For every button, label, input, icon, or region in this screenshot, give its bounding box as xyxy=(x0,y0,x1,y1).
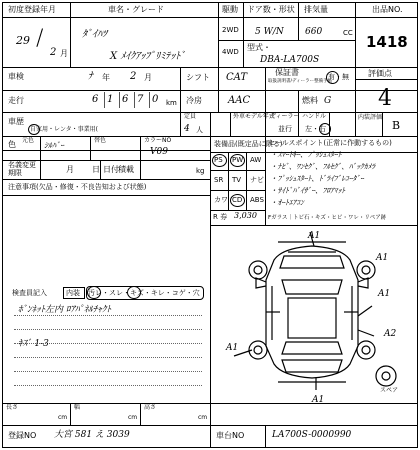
displacement-value: 660 xyxy=(305,27,323,37)
selling-label: セールスポイント(正常に作動するもの) xyxy=(268,139,392,147)
warranty-options: 有・無 xyxy=(328,73,349,81)
equipment-cd: CD xyxy=(232,196,243,204)
lot-number: 1418 xyxy=(366,33,408,51)
r-count-label: R 券 xyxy=(213,213,228,221)
warranty-label: 保証書 xyxy=(275,68,299,77)
selling-point: ・ｵｰﾄｴｱｺﾝ xyxy=(270,198,304,207)
car-name-value: ﾀﾞｲﾊﾂ xyxy=(82,29,107,40)
warranty-sub: 取扱説明書/ディーラー整備手帳 xyxy=(268,79,333,84)
equipment-sr: SR xyxy=(214,176,224,184)
first-reg-label: 初度登録年月 xyxy=(8,5,56,14)
shaken-year-label: 年 xyxy=(102,73,110,82)
damage-mark: A1 xyxy=(312,395,325,405)
name-change-day: 日 xyxy=(92,165,100,174)
inspector-note-1: ﾎﾞﾝﾈｯﾄ左内 ﾛｱﾊﾟﾈﾙﾁｬｸﾄ xyxy=(18,305,111,315)
equipment-ナビ: ナビ xyxy=(250,176,264,184)
height-label: 高さ xyxy=(144,404,157,411)
cc-unit: CC xyxy=(343,29,353,37)
equipment-pw: PW xyxy=(232,156,244,164)
mileage-digit: 0 xyxy=(152,94,159,105)
history-options: 自家用・レンタ・事業用( xyxy=(30,126,98,133)
color-no-label: カラーNO xyxy=(144,137,172,144)
repaint-label: 替色 xyxy=(94,137,107,144)
import-label: 外車モデル年式 xyxy=(233,113,275,120)
km-label: km xyxy=(166,99,177,107)
length-label: 長さ xyxy=(6,404,19,411)
ac-value: AAC xyxy=(228,95,251,106)
capacity-label: 定員 xyxy=(184,113,197,120)
warranty-circle xyxy=(326,71,339,84)
name-change-date: 日付 xyxy=(103,165,119,174)
shaken-label: 車検 xyxy=(8,72,24,81)
handle-circle xyxy=(319,123,331,135)
reg-no-value: 大宮 581 え 3039 xyxy=(54,430,130,440)
ac-label: 冷房 xyxy=(186,96,202,105)
inspector-line xyxy=(14,371,202,372)
damage-legend: Fガラス｜トビ石・キズ・ヒビ・ワレ・リペア跡 xyxy=(268,215,387,221)
name-grade-label: 車名・グレード xyxy=(108,5,164,14)
mileage-digit-divider xyxy=(119,92,120,108)
history-circle xyxy=(28,124,40,135)
fuel-label: 燃料 xyxy=(302,96,318,105)
inspector-note-2: ｷｽﾞ 1-3 xyxy=(18,339,49,349)
selling-point: ・ｽﾏｰﾄｷｰ、ﾌﾟｯｼｭｽﾀｰﾄ xyxy=(270,150,342,159)
damage-mark: A1 xyxy=(378,289,391,299)
shaken-month-value: 2 xyxy=(130,71,137,82)
dealer-label: ディーラー xyxy=(270,113,300,120)
equipment-abs: ABS xyxy=(250,196,264,204)
displacement-label: 排気量 xyxy=(304,5,328,14)
damage-mark: A1 xyxy=(308,231,321,241)
model-label: 型式・ xyxy=(247,43,271,52)
dealer-sub: 並行 xyxy=(278,125,292,133)
damage-mark: A1 xyxy=(376,253,389,263)
inspector-line xyxy=(14,357,202,358)
score-label: 評価点 xyxy=(368,69,392,78)
inspector-line xyxy=(14,385,202,386)
spare-label: スペア xyxy=(380,387,399,394)
shaken-year-mark: ﾅ xyxy=(88,71,93,82)
selling-point: ・ｻｲﾄﾞﾊﾞｲｻﾞｰ、ﾌﾛｱﾏｯﾄ xyxy=(270,186,345,195)
first-reg-slash: / xyxy=(36,26,44,51)
door-value: 5 W/N xyxy=(255,27,284,37)
mileage-digit-divider xyxy=(134,92,135,108)
first-reg-era: 29 xyxy=(16,34,30,47)
color-label: 色 xyxy=(8,140,16,149)
length-cm: cm xyxy=(58,414,68,421)
width-label: 幅 xyxy=(74,404,81,411)
inspector-label: 検査員記入 xyxy=(12,289,47,297)
history-label: 車歴 xyxy=(8,117,24,126)
model-value: DBA-LA700S xyxy=(260,55,320,65)
shift-value: CAT xyxy=(226,72,247,83)
capacity-unit: 人 xyxy=(196,126,203,134)
original-value: ｼﾙﾊﾞｰ xyxy=(44,141,64,150)
door-label: ドア数・形状 xyxy=(247,5,295,14)
first-reg-month-unit: 月 xyxy=(60,49,68,58)
mileage-digit: 7 xyxy=(137,94,144,105)
mileage-digit: 1 xyxy=(107,94,114,105)
interior-label: 内装評価 xyxy=(358,114,383,121)
chassis-label: 車台NO xyxy=(216,431,245,440)
mileage-label: 走行 xyxy=(8,96,24,105)
width-cm: cm xyxy=(128,414,138,421)
capacity-value: 4 xyxy=(184,124,190,134)
selling-point: ・ﾌﾟｯｼｭｽﾀｰﾄ、ﾄﾞﾗｲﾌﾞﾚｺｰﾀﾞｰ xyxy=(270,174,364,183)
equipment-circle xyxy=(212,154,227,167)
height-cm: cm xyxy=(198,414,208,421)
mileage-digit-divider xyxy=(104,92,105,108)
handle-options: 左・右 xyxy=(305,125,326,133)
name-change-month: 月 xyxy=(66,165,74,174)
mileage-digit: 6 xyxy=(92,94,99,105)
loading-label: 積載 xyxy=(118,165,134,174)
equipment-circle xyxy=(230,194,245,207)
equipment-ps: PS xyxy=(214,156,223,164)
equipment-label: 装備品(既定品に限る) xyxy=(214,140,283,148)
inspector-line xyxy=(14,315,202,316)
grade-value: X ﾒｲｸｱｯﾌﾟﾘﾐﾃｯﾄﾞ xyxy=(110,51,186,62)
mileage-digit: 6 xyxy=(122,94,129,105)
shift-label: シフト xyxy=(186,73,210,82)
inspector-interior-box xyxy=(63,287,85,299)
damage-mark: A1 xyxy=(226,343,239,353)
selling-point: ・ﾅﾋﾞ、ﾜﾝｾｸﾞ、ﾌﾙｾｸﾞ、ﾊﾞｯｸｶﾒﾗ xyxy=(270,162,375,171)
interior-value: B xyxy=(392,119,401,132)
lot-label: 出品NO. xyxy=(372,5,403,14)
equipment-カワ: カワ xyxy=(214,196,228,204)
caution-label: 注意事項(欠品・修復・不良告知および状態) xyxy=(8,183,147,191)
handle-label: ハンドル xyxy=(302,113,327,120)
first-reg-month: 2 xyxy=(50,47,57,58)
inspector-items: 汚レ・スレ・キズ・キレ・コゲ・穴 xyxy=(88,289,200,297)
inspector-interior-label: 内装 xyxy=(66,289,80,297)
score-value: 4 xyxy=(378,86,392,111)
color-no-value: V09 xyxy=(150,147,168,157)
deadline-label: 期限 xyxy=(8,169,22,177)
reg-no-label: 登録NO xyxy=(8,431,37,440)
drive-2wd: 2WD xyxy=(222,26,239,34)
drive-label: 駆動 xyxy=(222,5,238,14)
name-change-label: 名義変更 xyxy=(8,161,36,169)
damage-mark: A2 xyxy=(384,329,397,339)
fuel-value: G xyxy=(324,96,332,106)
r-count-value: 3,030 xyxy=(234,211,257,220)
kg-label: kg xyxy=(196,167,205,175)
equipment-circle xyxy=(230,154,245,167)
equipment-aw: AW xyxy=(250,156,262,164)
mileage-digit-divider xyxy=(149,92,150,108)
drive-4wd: 4WD xyxy=(222,48,239,56)
chassis-value: LA700S-0000990 xyxy=(272,430,352,440)
inspector-items-box xyxy=(86,286,204,300)
inspector-line xyxy=(14,329,202,330)
equipment-tv: TV xyxy=(232,176,242,184)
original-label: 元色 xyxy=(22,137,35,144)
shaken-month-label: 月 xyxy=(144,73,152,82)
